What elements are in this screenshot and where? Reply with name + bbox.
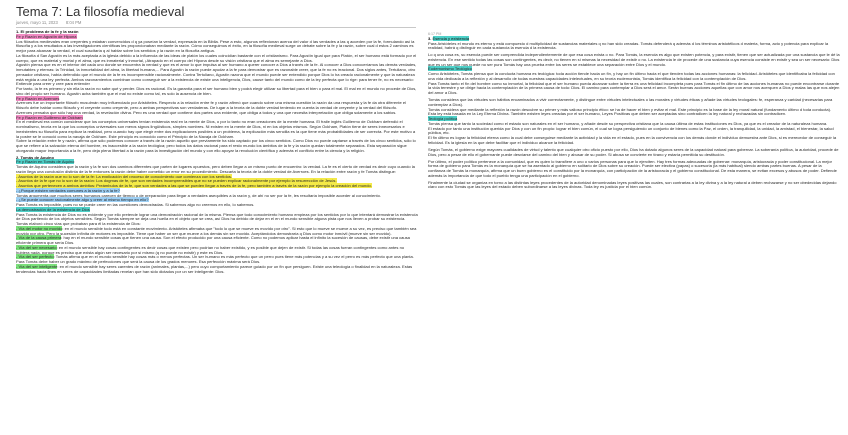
paragraph: Sobre la relación entre fe y razón, afirma que sólo podemos conocer a través de la razón aquello que previamente ha sido captado por los cinco sentidos. Como Dios no puede captarse a través de los cinco sentidos, sólo lo que se refiere a la salvación eterna del hombre, es inaccesible a la razón teológica; pero todos los datos racional para el resto mundo los ámbitos de la fe y la razón quedan totalmente separados. Esta separación sigue otorgando mayor importancia a la fe, pero deja plena libertad a la razón para la investigación del mundo y con ello apoyar la revolución científica y además el conflicto entre la ciencia y la religión. — [16, 138, 416, 153]
paragraph: Averroes fue un importante filósofo musulmán muy influenciado por Aristóteles. Respecto a la relación entre fe y razón afirmó que cuando sobre una misma cuestión la razón da una respuesta y la fe da otra diferente el filósofo debe hablar como filósofo y el creyente como creyente, pero a ambas perspectivas son verdaderas. De lugar a la teoría de la doble verdad teniendo en cuenta la verdad de creyente y la verdad del filósofo. — [16, 100, 406, 110]
paragraph: Tomás de Aquino considera que la razón y la fe son dos caminos diferentes que parten de lugares opuestos, pero deben llegar a un mismo punto de encuentro: la verdad. La fe es el cierto de verdad es decir cuyo cuando la razón llega una conclusión distinta de la fe entonces la razón debe haber cometido un error en su procedimiento. Descarta la teoría de la doble verdad de Averroes. En la relación entre razón y fe Tomás distingue: — [16, 164, 415, 174]
paragraph: Esta ley está basada en la Ley Eterna Divina. También existen leyes creadas por el ser humano, Leyes Positivas que deben ser aceptadas sino contradicen la ley natural y rechazadas sin contradicen. — [428, 111, 787, 117]
page-time: 8:04 PM — [65, 20, 82, 25]
via-item: - Vía del ser necesario: en el mundo sensible hay cosas contingentes es decir cosas que existen pero podrían no haber existido, y es posible que dejen de existir. Si todas las cosas fueran contingentes como antes no hubiera nada, porque es preciso que exista algún ser necesario por sí mismo (q no puede no existir) y este es Dios. — [16, 244, 405, 255]
question: - ¿Porque existen verdades comunes a la razón y a la fe? — [16, 187, 120, 193]
paragraph: En el medieval era común considerar que los conceptos universales tenían existencia real en la mente de Dios, o por lo tanto no eran creaciones de la mente humana. El fraile inglés Guillermo de Ockham defendió el nominalismo, teoría en la que los conceptos universales son meros signos lingüísticos, simples nombres. Ni existen en la mente de Dios, ni en los objetos mismos. Según Ockham, Platón tiene de seres innecesarios e inexistentes su filosofía para explicar la realidad, pero cuando hay que elegir entre dos explicaciones posibles a un problema, la explicación más sencilla es la que tiene más probabilidades de ser correcta. Por este motivo a la postre se le conoció como la navaja de Ockham. Este principio es conocido como el Principio de la Navaja de Ockham. — [16, 119, 416, 139]
paragraph: Tomás argumenta que muchos seres humanos carecen de tiempo o de preparación para llegar a verdades asequibles a la razón y, de ahí no ser por la fe, les resultaría imposible acceder al conocimiento. — [16, 192, 382, 198]
paragraph: Según Tomás, el gobierno exige mayores cualidades de virtud y talento que cualquier otro oficio puesto por ello, Dios ha dotado algunos seres de la capacidad natural para gobernar. La soberanía política, la autoridad, procede de Dios, pero a pesar de ello el gobernante puede desviarse del camino del bien y abusar de su poder. Si abusa se convierte en tirano y estaría permitida su destitución. — [428, 146, 839, 157]
paragraph: Como Aristóteles, Tomás piensa que la conducta humana es teológica: toda acción tiende hacia un fin, y hay un fin último hacia el que tienden todas las acciones humanas: la felicidad. Aristóteles que identificaba la felicidad con una vida dedicada a la reflexión y al desarrollo de todas nuestras capacidades intelectuales, en su teoría eudemonista, Tomás identifica la felicidad con la contemplación de Dios. — [428, 71, 835, 81]
paragraph: Por último, el poder político pertenece a la comunidad, que es quien lo transfiere a uno o varios personas para que lo ejerciten. Hay tres formas adecuadas de gobernar: monarquía, aristocracia y poder constitucional. La mejor forma de gobierno para Tomás es la monarquía que se ha asentado al gobierno en solitario de Dios sobre su creación. Puede ser electiva (papas) o sucesoria (la más habitual) siendo ambas partes buenas. A pesar de la confianza de Tomás la monarquía, afirma que un buen gobierno es el constituido por la monarquía, con participación de la aristocracia y el gobierno constitucional. De esta manera, se evitan excesos y abusos de poder. Defiende además la importancia de que todo el pueblo tenga una participación en el gobierno. — [428, 158, 837, 178]
timestamp: 6:17 PM — [428, 32, 442, 36]
section-heading: 2. Tomás de Aquino — [16, 154, 54, 160]
paragraph: Tomás piensa que tanto la sociedad como el estado son naturales en el ser humano, y añade desde su perspectiva cristiana que la causa última de estas instituciones es Dios, ya que es el creador de la naturaleza humana. — [428, 120, 828, 126]
paragraph: Para Tomás la existencia de Dios no es evidente y por ello pretende lograr una demostración racional de la misma. Piensa que todo conocimiento humano empieza por los sentidos por lo que intentará demostrar la existencia de Dios partiendo de los objetos sensibles. Según Tomás siempre se deja una huella en el objeto que se crea, así Dios ha debido de dejar en el en el mundo sensible alguna pista que nos lleven a probar su existencia. Tomás elaboró cinco vías que probaban para él la existencia de Dios: — [16, 211, 418, 227]
via-item: - Vía del motor no movido: en el mundo sensible todo está en constante movimiento. Aristóteles afirmaba que "todo lo que se mueve es movido por otro". Si esto que lo mueve se mueve a su vez, es preciso que también sea movido por otro. Pero la sucesión infinita de motores es imposible. Tiene que haber un ser que mueve a los demás sin ser movido. Aceptándolos demostraría q Dios como motor inmóvil (mueve sin ser movido). — [16, 225, 417, 236]
left-column — [16, 30, 418, 274]
quote: Entiende para creer y cree para entender — [16, 81, 91, 87]
paragraph: Finalmente la ciudad se organiza en torno a las distintas leyes procedentes de la autoridad denominadas leyes positivas las cuales, son contrarias a la ley divina y a la ley natural a deben rechazarse y no ser obedecidas dejando claro con esto Tomás que las leyes del estado deben subordinarse a las leyes divinas. Toda ley es justicia por el bien común. — [428, 179, 837, 190]
via-item: - Vía del ser inteligente: en el mundo sensible hay seres carentes de razón (animales, plantas,...) pero cuyo comportamiento parece guiado por un fin que persiguen. Existe una teleología o finalidad en la naturaleza. Estas tendencias hacia fines en seres de capacidades limitadas revelan que han sido dictados por un ser inteligente: Dios. — [16, 263, 413, 274]
title-divider — [16, 27, 416, 28]
right-column — [428, 32, 840, 190]
subsection-heading: Fe y Razón en Agustín de Hipona — [16, 33, 77, 39]
paragraph: Los filósofos medievales eran creyentes y estaban convencidos d q ya poseían la verdad, expresada en la Biblia. Pese a esto, algunos reflexionan acerca del valor d las verdades a las q acceden por la fe, formulando así la filosofía y a los resultados a las investigaciones científicas les proporcionaban mediante la razón. Cómo conseguimos el éxito, en la filosofía medieval surge un debate sobre la fe y la razón, sobre cual d estos 2 caminos es mejor para alcanzar la verdad, el cual suscitaría q al hablar sobre los sentidos y la razón en la filosofía antigua. — [16, 38, 415, 53]
paragraph: Para Tomás tanto el fin del hombre como su inmortal, la felicidad que el ser humano pueda alcanzar sobre la tierra es una felicidad incompleta pues para Tomás el fin último de las acciones humanas no puede encontrarse durante la vida terrestre y se dirige hacia la contemplación de la primera causa de todo: Dios. El camino para contemplar a Dios será el amor. Serán buenas acciones aquellas que con amor nos acerquen a Dios y malas las que nos alejen del amor a Dios. — [428, 80, 840, 96]
paragraph: Para Tomás es imposible, pues no se puede creer en las cuestiones demostradas. Si sabemos algo no creemos en ello, lo sabemos. — [16, 202, 255, 208]
paragraph: Tomás considera que mediante la reflexión la razón descubre su primer y más valioso principio ético: se ha de hacer el bien y evitar el mal. Este principio es la base de la ley moral natural (fundamento último d toda conducta). — [428, 106, 832, 112]
subsection-heading: Fe y Razón en Tomás de Aquino — [16, 159, 75, 165]
section-heading: 3. Esencia y existencia — [428, 35, 470, 41]
list-item: - Asuntos de la razón que no lo son de la fe: La explicación del proceso de conocimiento que comienza con los sentidos. — [16, 173, 232, 179]
page-title: Tema 7: La filosofía medieval — [16, 4, 185, 19]
page-date: jueves, mayo 11, 2023 — [16, 20, 58, 25]
via-item: - Vía de la causa primera: hay en el mundo sensible cosas que tienen una causa. Son el efecto producido por una causa eficiente. Como no podemos aplicar hasta el infinito la sucesión de causas, debe existir una causa eficiente primera que sería Dios. — [16, 235, 410, 246]
subsection-heading: Teología política — [428, 116, 458, 122]
paragraph: Para Aristóteles el mundo es eterno y está compuesto d multiplicidad de sustancias materiales q no han sido creadas. Tomás defenderá q además d los términos aristotélicos d materia, forma, acto y potencia para explicar la realidad, habrá q distinguir en cada sustancia la esencia d la existencia. — [428, 40, 829, 51]
paragraph: Por tanto, la fe es primero y sin ella la razón no sabe qué y perder. Dios es racional. Es la garantía para el ser humano bien y podrá elegir utilizar su libertad para el bien o para el mal. El mal en el mundo no procede de Dios, sino del propio ser humano. Agustín acha también que el mal no existe como tal, es solo la ausencia de bien. — [16, 86, 417, 96]
paragraph: Agustín piensa que es en el interior del cada uno donde se encuentra la verdad y que es el amor lo que impulsa al ser humano a querer conocer a Dios a través de la fe. Al conocer a Dios conoceríamos las demás verdades, inmutables y eternas: la Trinidad, la inmortalidad del alma, la libertad humana,... Para Agustín la razón puede ayudar a la fe para demostrar que es razonable creer, que la fe no es irracional. Dos siglos antes, Tertuliano, otro pensador cristiano, había defendido que el mundo de la fe es incomprensible racionalmente. Contra Tertuliano, Agustín razona que el mundo puede ser entendido porque Dios lo ha creado racionalmente y que la naturaleza está regida a una ley perfecta. Ambos razonamientos combinan como conseguir ser a la existencia de existe una inteligencia, Dios, cause tanto del mundo como de la ley perfecta que lo rige: para tener fe, no es necesario: — [16, 62, 417, 82]
list-item: - Asuntos de la fe que no lo son de la razón: Los dogmas de fe, que son verdades incomprensibles que no se pueden explicar racionalmente por ejemplo la resurrección de Jesús. — [16, 178, 337, 184]
paragraph: La filosofía d San Agustín es la más aceptada a la iglesia debido a la influencia de las ideas de platón los cuales coincidían bastante con el cristianismo. Para Agustín igual que para Platón, el ser humano está formado por el cuerpo, que es material y mortal y el alma, que es inmaterial y inmortal, ¡Atrapado en el cuerpo del Hipona desde su visión cristiana que el alma es semejante a Dios. — [16, 52, 417, 63]
subsection-heading: Esencia y existencia — [432, 35, 470, 41]
paragraph: El fin último es lograr la felicidad eterna como la cual debe conseguirse mediante la actividad y la vida en el estado, pues en la convivencia con los demás donde el individuo demuestra ante Dios, si es merecedor de conseguir la felicidad. Es la iglesia en la que debe facilitar que el individuo alcance la felicidad. — [428, 135, 837, 145]
question: - ¿Se puede conocer racionalmente algo y creer al mismo tiempo en ello? — [16, 197, 149, 203]
paragraph: Tomás considera que las virtudes son hábitos encaminados a vivir correctamente, y distingue entre virtudes intelectuales o las morales y virtudes éticas y añade las virtudes teologales: fe, esperanza y caridad (necesarias para contemplar a Dios). — [428, 97, 833, 107]
paragraph: Lo q una cosa es, su esencia puede ser comprendida independientemente de que esa cosa exista o no. Para Tomás, la esencia es algo que existen potencia, y para existir, tienen que ser actualizada por una sustancia que le dé la existencia. En ese sentido todas las cosas son contingentes, es decir, no tienen en sí mismas la necesidad de existir o no. La existencia le de procede de una sustancia cuya esencia consiste en existir y sea un ser necesario: Dios que es un ser que nos puede no ser pura Tomás hay una prueba entre los seres se establece una separación entre Dios y el mundo. — [428, 52, 840, 67]
subsection-heading: Fe y Razón en Averroes — [16, 95, 60, 101]
subsection-heading: Eudemonismo Teológico — [428, 66, 473, 72]
list-item: - Asuntos que pertenecen a ambos ámbitos: Preámbulos de la fe, que son verdades a las que se pueden llegar a través de la fe, pero también a través de la razón por ejemplo la creación del mundo. — [16, 183, 372, 189]
section-heading: 1. El problema de la fe y la razón — [16, 29, 79, 34]
paragraph: Averroes pensaba que sólo hay una verdad, la revelación divina. Pero es una verdad que contiene dos partes una evidente, que obliga a todos y una que necesita interpretación que obliga solamente a los sabios. — [16, 109, 397, 115]
paragraph: El estado por tanto una institución querida por Dios y con un fin propio: lograr el bien común, el cual se logra persiguiendo un conjunto de bienes como la Paz, el orden, la tranquilidad, la unidad, la amistad, el bienestar, la salud pública, etc. — [428, 125, 834, 136]
page-meta — [16, 20, 81, 25]
subsection-heading: La demostración de la existencia de Dios — [16, 206, 90, 212]
via-item: - Vía del ser perfecto: Tomás afirma que en el mundo sensible hay cosas más o menos perfectas. Un ser humano es más perfecto que un perro pues tiene más potencias y a su vez el perro es más perfecto que una planta. Para Tomás debe haber un grado máximo de perfecciones que será la causa de los grados menores. Esa perfección máxima será Dios. — [16, 254, 414, 265]
subsection-heading: Fe y Razón en Guillermo de Ockham — [16, 114, 83, 120]
